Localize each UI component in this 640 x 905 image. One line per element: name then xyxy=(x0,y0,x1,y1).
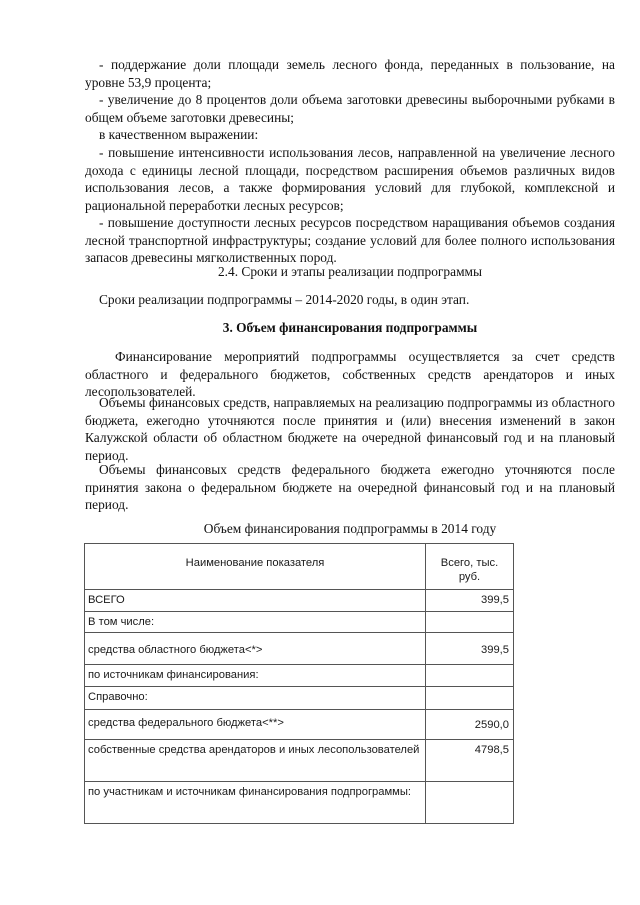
paragraph-forest-land-share: - поддержание доли площади земель лесного фонда, переданных в пользование, на уровне 53,9 процента; xyxy=(85,57,615,90)
section-2-4-text: Сроки реализации подпрограммы – 2014-2020 годы, в один этап. xyxy=(99,292,470,307)
section-3-paragraph-3: Объемы финансовых средств федерального бюджета ежегодно уточняются после принятия закона о федеральном бюджете на очередной финансовый год и на плановый период. xyxy=(85,462,615,513)
row-name-cell: Справочно: xyxy=(85,687,426,710)
paragraph-intensity: - повышение интенсивности использования лесов, направленной на увеличение лесного дохода с единицы лесной площади, посредством расширения объемов различных видов использования лесов, а также формирования условий для глубокой, комплексной и рациональной переработки лесных ресурсов; xyxy=(85,145,615,213)
section-3-paragraph-2: Объемы финансовых средств, направляемых на реализацию подпрограммы из областного бюджета, ежегодно уточняются после принятия и (или) внесения изменений в закон Калужской области об областном бюджете на очередной финансовый год и на плановый период. xyxy=(85,395,615,463)
table-row xyxy=(85,782,514,824)
paragraph-accessibility: - повышение доступности лесных ресурсов посредством наращивания объемов создания лесной транспортной инфраструктуры; создание условий для более полного использования запасов древесины мягколиственных пород. xyxy=(85,215,615,266)
table-row xyxy=(85,590,514,612)
section-2-4-title: 2.4. Сроки и этапы реализации подпрограммы xyxy=(217,264,483,279)
row-value-cell: 4798,5 xyxy=(426,740,514,782)
section-3-paragraph-1: Финансирование мероприятий подпрограммы осуществляется за счет средств областного и федерального бюджетов, собственных средств арендаторов и иных лесопользователей. xyxy=(85,349,615,400)
table-caption: Объем финансирования подпрограммы в 2014 году xyxy=(203,521,497,536)
row-value-cell xyxy=(426,665,514,687)
section-3-title: 3. Объем финансирования подпрограммы xyxy=(222,320,478,335)
header-value-cell: Всего, тыс. руб. xyxy=(426,544,514,590)
row-name-cell: ВСЕГО xyxy=(85,590,426,612)
table-row xyxy=(85,687,514,710)
table-row xyxy=(85,665,514,687)
table-row xyxy=(85,633,514,665)
row-value-cell xyxy=(426,687,514,710)
paragraph-selective-logging: - увеличение до 8 процентов доли объема заготовки древесины выборочными рубками в общем объеме заготовки древесины; xyxy=(85,92,615,125)
row-name-cell: В том числе: xyxy=(85,612,426,633)
row-value-cell xyxy=(426,782,514,824)
header-name-cell: Наименование показателя xyxy=(85,544,426,590)
row-name-cell: собственные средства арендаторов и иных лесопользователей xyxy=(85,740,426,782)
row-value-cell: 399,5 xyxy=(426,590,514,612)
row-name-cell: по источникам финансирования: xyxy=(85,665,426,687)
row-value-cell xyxy=(426,612,514,633)
table-header-row xyxy=(85,544,514,590)
table-row xyxy=(85,740,514,782)
row-value-cell: 2590,0 xyxy=(426,710,514,740)
paragraph-qualitative: в качественном выражении: xyxy=(99,127,259,142)
row-value-cell: 399,5 xyxy=(426,633,514,665)
table-row xyxy=(85,710,514,740)
row-name-cell: средства федерального бюджета<**> xyxy=(85,710,426,740)
row-name-cell: средства областного бюджета<*> xyxy=(85,633,426,665)
row-name-cell: по участникам и источникам финансирования подпрограммы: xyxy=(85,782,426,824)
financing-table xyxy=(84,543,514,824)
table-row xyxy=(85,612,514,633)
